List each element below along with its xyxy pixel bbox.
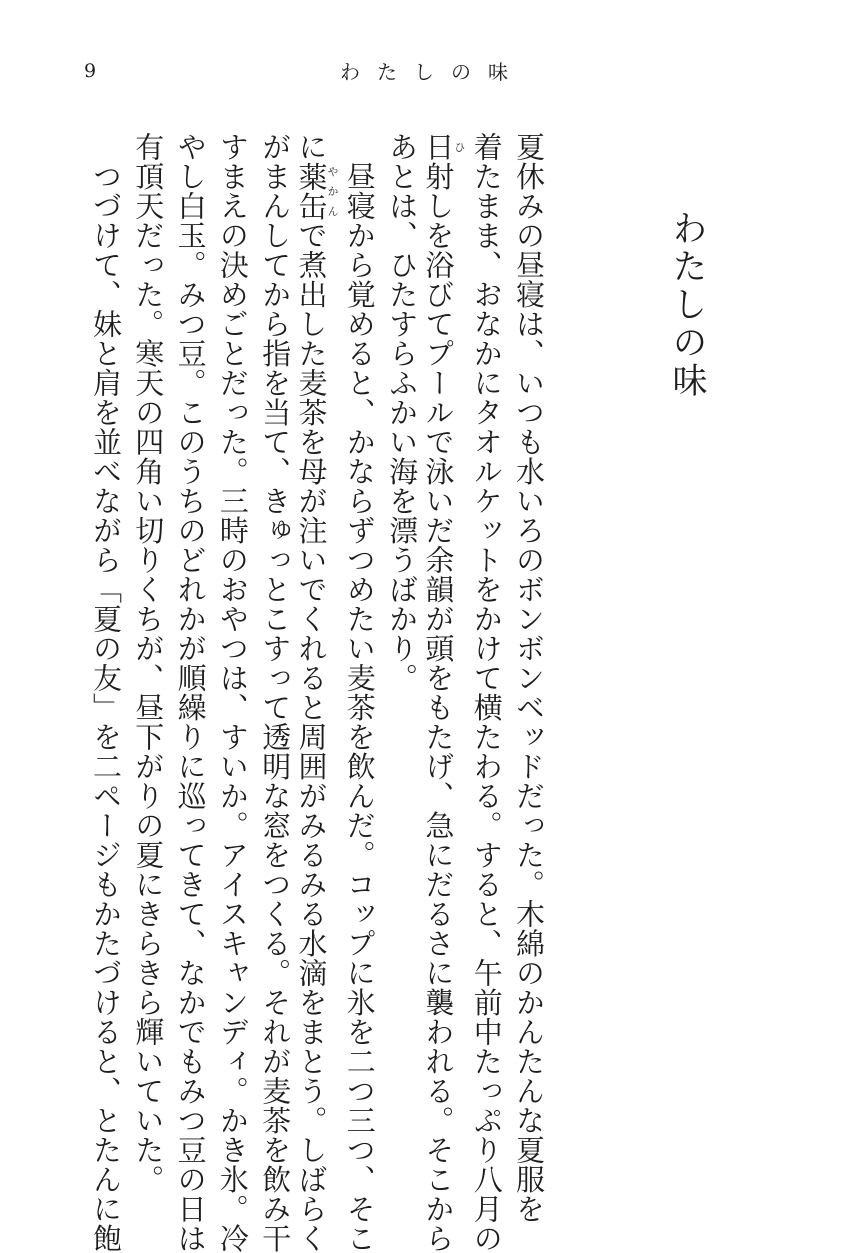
- body-line: 夏休みの昼寝は、いつも水いろのボンボンベッドだった。木綿のかんたんな夏服を: [508, 132, 550, 1224]
- body-text-segment: 射しを浴びてプールで泳いだ余韻が頭をもたげ、急にだるさに襲われる。そこから: [421, 162, 455, 1253]
- ruby-base: 薬缶: [295, 162, 329, 221]
- body-text-segment: で煮出した麦茶を母が注いでくれると周囲がみるみる水滴をまとう。しばらく: [295, 221, 329, 1253]
- ruby-reading: やかん: [326, 162, 339, 221]
- body-line: 有頂天だった。寒天の四角い切りくちが、昼下がりの夏にきらきら輝いていた。: [127, 132, 169, 1194]
- page-number: 9: [84, 62, 96, 81]
- ruby-annotation: [295, 162, 329, 221]
- body-line: あとは、ひたすらふかい海を漂うばかり。: [381, 132, 423, 693]
- ruby-annotation: [421, 132, 455, 162]
- running-header: わたしの味: [340, 62, 525, 82]
- body-line: [423, 132, 465, 1253]
- body-line: 着たまま、おなかにタオルケットをかけて横たわる。すると、午前中たっぷり八月の: [466, 132, 508, 1253]
- body-line: すまえの決めごとだった。三時のおやつは、すいか。アイスキャンディ。かき氷。冷: [212, 132, 254, 1253]
- body-line: [297, 132, 339, 1253]
- body-line: がまんしてから指を当て、きゅっとこすって透明な窓をつくる。それが麦茶を飲み干: [254, 132, 296, 1253]
- body-text-segment: に: [295, 132, 329, 162]
- body-line: つづけて、妹と肩を並べながら「夏の友」を二ページもかたづけると、とたんに飽: [85, 132, 127, 1253]
- ruby-base: 日: [421, 132, 455, 162]
- body-line: やし白玉。みつ豆。このうちのどれかが順繰りに巡ってきて、なかでもみつ豆の日は: [170, 132, 212, 1253]
- ruby-reading: ひ: [453, 132, 466, 162]
- body-line: 昼寝から覚めると、かならずつめたい麦茶を飲んだ。コップに氷を二つ三つ、そこ: [339, 132, 381, 1253]
- chapter-title: わたしの味: [662, 210, 712, 400]
